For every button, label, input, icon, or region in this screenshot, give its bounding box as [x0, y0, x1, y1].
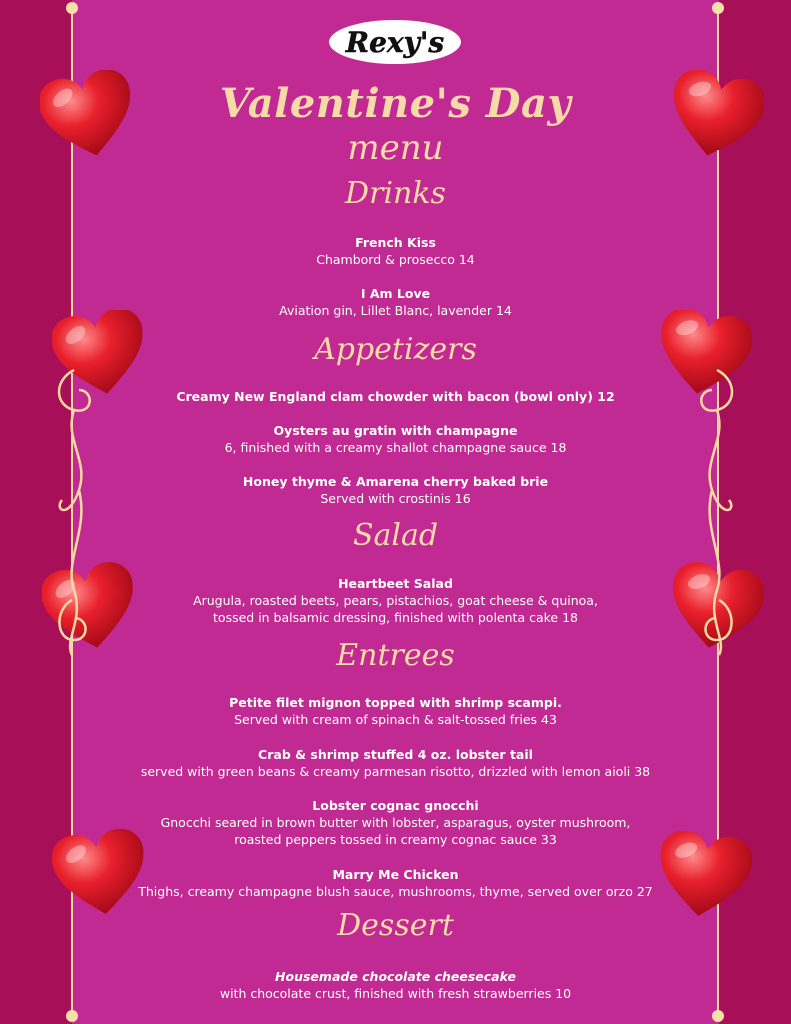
item-name: Heartbeet Salad: [338, 576, 453, 591]
menu-item: [110, 866, 681, 900]
item-description: tossed in balsamic dressing, finished with polenta cake 18: [213, 610, 578, 625]
item-description: Served with cream of spinach & salt-tossed fries 43: [234, 712, 557, 727]
item-description: Gnocchi seared in brown butter with lobster, asparagus, oyster mushroom,: [160, 815, 631, 830]
section-heading-drinks: Drinks: [345, 176, 446, 211]
item-name: Housemade chocolate cheesecake: [275, 969, 516, 984]
item-description: with chocolate crust, finished with fresh strawberries 10: [219, 986, 572, 1001]
item-description: served with green beans & creamy parmesan risotto, drizzled with lemon aioli 38: [140, 764, 651, 779]
knob-ornament: [66, 1010, 78, 1022]
swirl-ornament-icon: [677, 360, 747, 660]
item-name: Lobster cognac gnocchi: [312, 798, 479, 813]
menu-item: [110, 575, 681, 626]
item-description: Thighs, creamy champagne blush sauce, mushrooms, thyme, served over orzo 27: [138, 884, 653, 899]
page-subtitle: menu: [347, 128, 444, 168]
section-heading-entrees: Entrees: [336, 638, 455, 673]
item-name: Creamy New England clam chowder with bacon (bowl only) 12: [176, 389, 615, 404]
menu-item: [110, 694, 681, 728]
menu-item: [110, 234, 681, 268]
item-description: Chambord & prosecco 14: [316, 252, 475, 267]
rexys-logo: [0, 12, 791, 68]
item-name: Petite filet mignon topped with shrimp scampi.: [229, 695, 562, 710]
page-title: Valentine's Day: [219, 80, 572, 127]
menu-item: [110, 388, 681, 405]
item-name: Crab & shrimp stuffed 4 oz. lobster tail: [258, 747, 533, 762]
item-description: 6, finished with a creamy shallot champagne sauce 18: [224, 440, 567, 455]
item-name: French Kiss: [355, 235, 436, 250]
menu-item: [110, 473, 681, 507]
section-heading-appetizers: Appetizers: [314, 332, 477, 367]
item-name: I Am Love: [360, 286, 431, 301]
knob-ornament: [712, 1010, 724, 1022]
item-description: Served with crostinis 16: [320, 491, 471, 506]
item-description: Aviation gin, Lillet Blanc, lavender 14: [279, 303, 512, 318]
menu-item: [110, 285, 681, 319]
item-name: Oysters au gratin with champagne: [273, 423, 518, 438]
logo-text: Rexy's: [345, 26, 445, 59]
menu-item: [110, 422, 681, 456]
item-description: roasted peppers tossed in creamy cognac sauce 33: [234, 832, 557, 847]
item-description: Arugula, roasted beets, pears, pistachios, goat cheese & quinoa,: [193, 593, 598, 608]
section-heading-dessert: Dessert: [337, 908, 454, 943]
menu-item: [110, 968, 681, 1002]
menu-item: [110, 797, 681, 848]
section-heading-salad: Salad: [352, 518, 439, 553]
item-name: Honey thyme & Amarena cherry baked brie: [242, 474, 549, 489]
menu-item: [110, 746, 681, 780]
item-name: Marry Me Chicken: [332, 867, 459, 882]
swirl-ornament-icon: [44, 360, 114, 660]
